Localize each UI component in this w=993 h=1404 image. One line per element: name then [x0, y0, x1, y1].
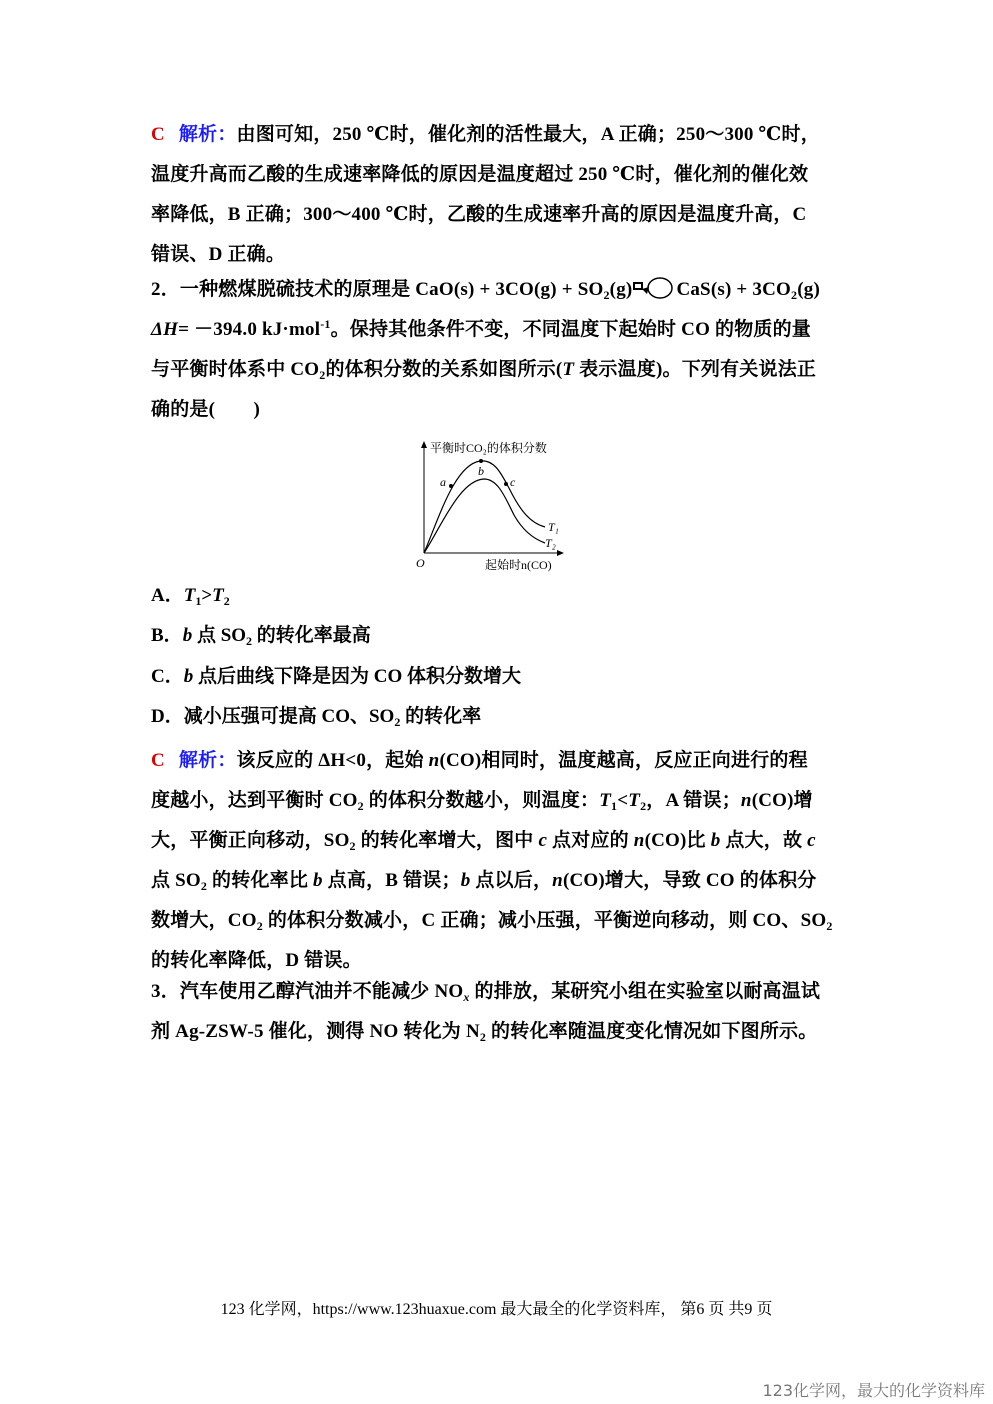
text: 的体积分数减小，C 正确；减小压强，平衡逆向移动，则 CO、SO: [262, 910, 827, 931]
text: 点高，B 错误；: [322, 870, 461, 891]
text: 的体积分数的关系如图所示(: [325, 359, 563, 380]
subscript: 2: [246, 634, 253, 648]
option-prefix: A．: [151, 585, 184, 606]
text: 的转化率增大，图中: [355, 830, 539, 851]
text: <: [617, 790, 629, 811]
text: >: [201, 585, 213, 606]
text: (g): [797, 279, 820, 300]
question-2-line: [151, 310, 845, 350]
explanation-2: [151, 741, 845, 981]
explanation-1-line: [151, 115, 845, 155]
text: ，: [646, 790, 666, 811]
explanation-2-line: [151, 741, 845, 781]
text: 数增大，CO: [151, 910, 257, 931]
text: (g): [609, 279, 633, 300]
explanation-1-line: 错误、D 正确。: [151, 244, 286, 265]
text: 点 SO: [192, 625, 247, 646]
question-3: [151, 972, 845, 1052]
text: n: [633, 830, 645, 851]
subscript: 2: [791, 288, 798, 302]
subscript: 2: [357, 799, 364, 813]
reversible-arrow-icon: [632, 277, 676, 299]
text: 点 SO: [151, 870, 201, 891]
subscript: 2: [640, 799, 647, 813]
answer-letter: C: [151, 750, 165, 771]
text: 表示温度)。下列有关说法正: [574, 359, 817, 380]
text: 的体积分数越小，则温度：: [363, 790, 600, 811]
x-axis-arrow-icon: [557, 550, 564, 556]
text: b: [460, 870, 471, 891]
option-prefix: D．: [151, 706, 184, 727]
text: T: [628, 790, 641, 811]
text: n: [428, 750, 440, 771]
text: T: [212, 585, 224, 606]
text: T: [599, 790, 612, 811]
point-c-marker: [504, 482, 508, 486]
subscript: x: [463, 990, 470, 1004]
text: 的转化率最高: [252, 625, 371, 646]
text: 该反应的 ΔH<0，起始: [236, 750, 429, 771]
text: 由图可知，250 ℃时，催化剂的活性最大，A 正确；250～300 ℃时，: [236, 124, 820, 145]
question-2: [151, 270, 845, 430]
text: c: [807, 830, 816, 851]
explanation-1-line: 温度升高而乙酸的生成速率降低的原因是温度超过 250 ℃时，催化剂的催化效: [151, 164, 809, 185]
text: 。保持其他条件不变，不同温度下起始时 CO 的物质的量: [330, 319, 811, 340]
option-b: [151, 616, 371, 656]
explanation-2-line: [151, 821, 845, 861]
page-footer: 123 化学网，https://www.123huaxue.com 最大最全的化学资料库， 第6 页 共9 页: [220, 1301, 773, 1318]
subscript: 2: [349, 839, 356, 853]
text: n: [552, 870, 563, 891]
option-prefix: B．: [151, 625, 183, 646]
text: (CO)增大，导致 CO 的体积分: [562, 870, 817, 891]
option-prefix: C．: [151, 666, 184, 687]
point-b-marker: [479, 459, 483, 463]
question-2-line: [151, 350, 845, 390]
question-3-line: [151, 972, 845, 1012]
text: 减小压强可提高 CO、SO: [183, 706, 395, 727]
question-number: 2．: [151, 279, 180, 300]
subscript: 2: [319, 368, 326, 382]
answer-letter: C: [151, 124, 165, 145]
text: b: [313, 870, 323, 891]
text: 的转化率: [400, 706, 482, 727]
text: b: [183, 666, 194, 687]
option-c: [151, 657, 521, 697]
superscript: -1: [320, 317, 331, 331]
origin-label: O: [416, 556, 425, 570]
watermark: 123化学网，最大的化学资料库: [762, 1381, 985, 1400]
text: 一种燃煤脱硫技术的原理是 CaO(s) + 3CO(g) + SO: [179, 279, 604, 300]
co2-volume-fraction-graph: [410, 435, 590, 575]
text: 的转化率比: [207, 870, 314, 891]
text: 点后曲线下降是因为 CO 体积分数增大: [193, 666, 521, 687]
text: 的排放，某研究小组在实验室以耐高温试: [469, 981, 821, 1002]
x-axis-label: 起始时n(CO): [485, 558, 552, 572]
subscript: 2: [603, 288, 610, 302]
subscript: 2: [200, 879, 208, 893]
text: (CO)相同时，温度越高，反应正向进行的程: [439, 750, 808, 771]
text: 剂 Ag-ZSW-5 催化，测得 NO 转化为 N: [151, 1021, 480, 1042]
question-3-line: [151, 1012, 845, 1052]
text: CaS(s) + 3CO: [676, 279, 792, 300]
point-b-label: b: [478, 464, 484, 478]
option-a: [151, 576, 230, 616]
subscript: 2: [223, 594, 230, 608]
point-c-label: c: [510, 475, 516, 489]
text: A 错误；: [665, 790, 741, 811]
option-d: [151, 697, 481, 737]
explanation-label: 解析：: [178, 124, 237, 145]
text: c: [538, 830, 548, 851]
explanation-2-line: [151, 781, 845, 821]
explanation-1: [151, 115, 845, 275]
curve-t1-label: T₁: [548, 520, 559, 534]
explanation-1-line: 率降低，B 正确；300～400 ℃时，乙酸的生成速率升高的原因是温度升高，C: [151, 204, 807, 225]
text: n: [740, 790, 752, 811]
text: b: [182, 625, 193, 646]
question-2-line: [151, 270, 845, 310]
text: 与平衡时体系中 CO: [151, 359, 320, 380]
question-number: 3．: [151, 981, 180, 1002]
text: b: [710, 830, 721, 851]
question-2-line: 确的是( ): [151, 399, 261, 420]
text: 点对应的: [547, 830, 634, 851]
text: 汽车使用乙醇汽油并不能减少 NO: [179, 981, 464, 1002]
text: = －394.0 kJ·mol: [178, 319, 321, 340]
point-a-label: a: [440, 475, 446, 489]
text: 点大，故: [720, 830, 808, 851]
subscript: 2: [256, 919, 263, 933]
text: 大，平衡正向移动，SO: [151, 830, 350, 851]
point-a-marker: [449, 484, 453, 488]
subscript: 1: [195, 594, 202, 608]
y-axis-label: 平衡时CO₂的体积分数: [430, 441, 547, 455]
explanation-2-line: [151, 861, 845, 901]
delta-h: ΔH: [151, 319, 179, 340]
subscript: 2: [394, 715, 401, 729]
explanation-2-line: 的转化率降低，D 错误。: [151, 950, 362, 971]
temperature-symbol: T: [562, 359, 575, 380]
subscript: 2: [826, 919, 833, 933]
subscript: 1: [611, 799, 618, 813]
curve-t2-label: T₂: [545, 536, 556, 550]
text: 的转化率随温度变化情况如下图所示。: [486, 1021, 818, 1042]
text: 点以后，: [470, 870, 553, 891]
explanation-label: 解析：: [178, 750, 237, 771]
text: T: [183, 585, 196, 606]
text: (CO)比: [644, 830, 711, 851]
text: (CO)增: [751, 790, 813, 811]
subscript: 2: [479, 1030, 487, 1044]
text: 度越小，达到平衡时 CO: [151, 790, 358, 811]
explanation-2-line: [151, 901, 845, 941]
y-axis-arrow-icon: [421, 441, 427, 448]
